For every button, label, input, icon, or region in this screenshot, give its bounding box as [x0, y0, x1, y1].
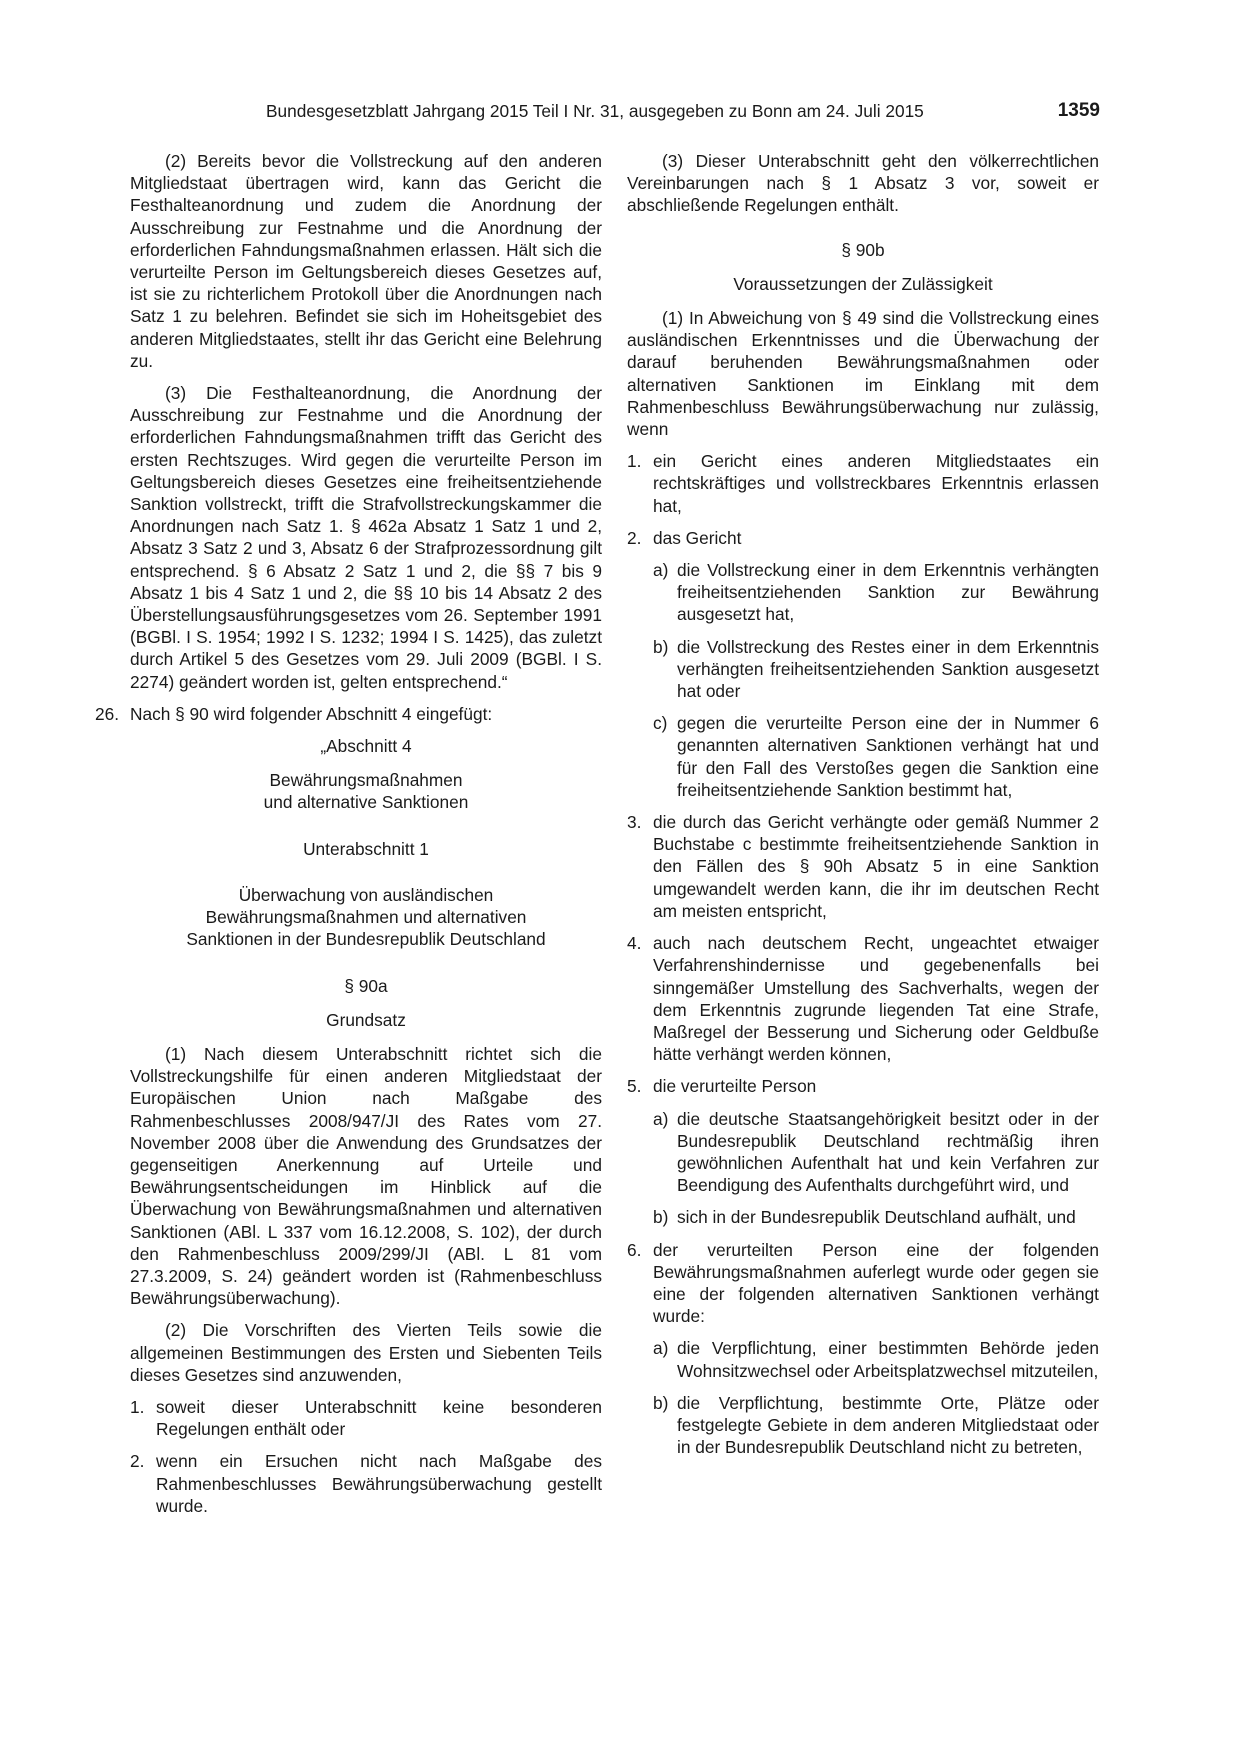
- sub-item-label: b): [653, 636, 669, 657]
- list-item: [627, 527, 1099, 549]
- item-text: ein Gericht eines anderen Mitgliedstaates ein rechtskräftiges und vollstreckbares Erkenntnis erlassen hat,: [653, 451, 1099, 516]
- sub-item: [653, 559, 1099, 626]
- sub-item: [653, 636, 1099, 703]
- abschnitt-heading: [130, 735, 602, 757]
- item-number: 2.: [130, 1451, 145, 1472]
- sub-item-label: b): [653, 1392, 669, 1413]
- section-number: § 90b: [841, 239, 885, 260]
- section-title: Grundsatz: [326, 1009, 406, 1030]
- page-header: [130, 100, 1100, 124]
- left-column: [95, 150, 602, 1527]
- list-item: [627, 450, 1099, 517]
- sub-item-text: die Vollstreckung des Restes einer in dem Erkenntnis verhängten freiheitsentziehenden Sanktion ausgesetzt hat oder: [677, 636, 1099, 702]
- sub-item-label: c): [653, 713, 668, 734]
- list-item: [627, 811, 1099, 922]
- section-title: Voraussetzungen der Zulässigkeit: [733, 273, 993, 294]
- item-number: 26.: [95, 703, 120, 724]
- ua-title-line-2: Bewährungsmaßnahmen und alternativen: [205, 907, 527, 928]
- sub-item-text: die Vollstreckung einer in dem Erkenntnis verhängten freiheitsentziehenden Sanktion zur Bewährung ausgesetzt hat,: [677, 560, 1099, 625]
- unterabschnitt-heading: [130, 838, 602, 860]
- item-number: 3.: [627, 812, 642, 833]
- sub-item-label: a): [653, 1338, 669, 1359]
- list-item-26: [95, 703, 602, 725]
- item-number: 4.: [627, 933, 642, 954]
- right-column: [627, 150, 1099, 1468]
- sub-item: [653, 1108, 1099, 1197]
- item-text: die durch das Gericht verhängte oder gemäß Nummer 2 Buchstabe c bestimmte freiheitsentziehende Sanktion in den Fällen des § 90h Absatz 5 in eine Sanktion umgewandelt werden kann, die ihr im deutschen Recht am meisten entspricht,: [653, 812, 1099, 921]
- item-text: der verurteilten Person eine der folgenden Bewährungsmaßnahmen auferlegt wurde oder gegen sie eine der folgenden alternativen Sanktionen verhängt wurde:: [653, 1239, 1099, 1327]
- list-item: [130, 1396, 602, 1440]
- section-90a-para-2: (2) Die Vorschriften des Vierten Teils sowie die allgemeinen Bestimmungen des Ersten und Siebenten Teils dieses Gesetzes sind anzuwenden,: [130, 1320, 602, 1385]
- paragraph-2: (2) Bereits bevor die Vollstreckung auf den anderen Mitgliedstaat übertragen wird, kann das Gericht die Festhalteanordnung und zudem die Anordnung der Ausschreibung zur Festnahme und die Anordnung der erforderlichen Fahndungsmaßnahmen erlassen. Hält sich die verurteilte Person im Geltungsbereich dieses Gesetzes auf, ist sie zu richterlichem Protokoll über die Anordnungen nach Satz 1 zu belehren. Befindet sie sich im Hoheitsgebiet des anderen Mitgliedstaates, stellt ihr das Gericht eine Belehrung zu.: [130, 151, 602, 371]
- sub-item-text: sich in der Bundesrepublik Deutschland aufhält, und: [677, 1207, 1076, 1228]
- ua-title-line-3: Sanktionen in der Bundesrepublik Deutschland: [186, 929, 546, 950]
- sub-item-text: gegen die verurteilte Person eine der in Nummer 6 genannten alternativen Sanktionen verhängt hat und für den Fall des Verstoßes gegen die Sanktion eine freiheitsentziehende Sanktion bestimmt hat,: [677, 713, 1099, 800]
- item-number: 5.: [627, 1076, 642, 1097]
- sub-item-label: a): [653, 560, 669, 581]
- item-text: auch nach deutschem Recht, ungeachtet etwaiger Verfahrenshindernisse und gegebenenfalls bei sinngemäßer Umstellung des Sachverhalts, wegen der dem Erkenntnis zugrunde liegenden Tat eine Strafe, Maßregel der Besserung und Sicherung oder Geldbuße hätte verhängt werden können,: [653, 933, 1099, 1065]
- item-number: 2.: [627, 527, 642, 548]
- section-90a-para-1: (1) Nach diesem Unterabschnitt richtet sich die Vollstreckungshilfe für einen anderen Mitgliedstaat der Europäischen Union nach Maßgabe des Rahmenbeschlusses 2008/947/JI des Rates vom 27. November 2008 über die Anwendung des Grundsatzes der gegenseitigen Anerkennung auf Urteile und Bewährungsentscheidungen im Hinblick auf die Überwachung von Bewährungsmaßnahmen und alternativen Sanktionen (ABl. L 337 vom 16.12.2008, S. 102), der durch den Rahmenbeschluss 2009/299/JI (ABl. L 81 vom 27.3.2009, S. 24) geändert worden ist (Rahmenbeschluss Bewährungsüberwachung).: [130, 1043, 602, 1309]
- section-90b-heading: [627, 239, 1099, 261]
- sub-item-label: b): [653, 1207, 669, 1228]
- abschnitt-label: „Abschnitt 4: [320, 736, 412, 757]
- unterabschnitt-label: Unterabschnitt 1: [303, 838, 429, 859]
- item-text: Nach § 90 wird folgender Abschnitt 4 eingefügt:: [130, 703, 493, 724]
- item-number: 6.: [627, 1239, 642, 1260]
- header-title: Bundesgesetzblatt Jahrgang 2015 Teil I Nr. 31, ausgegeben zu Bonn am 24. Juli 2015: [266, 101, 924, 121]
- list-item: [627, 1075, 1099, 1097]
- sub-item-text: die Verpflichtung, bestimmte Orte, Plätze oder festgelegte Gebiete in dem anderen Mitgliedstaat oder in der Bundesrepublik Deutschland nicht zu betreten,: [677, 1392, 1099, 1458]
- list-item: [627, 1239, 1099, 1328]
- list-item: [130, 1450, 602, 1517]
- sub-item: [653, 1392, 1099, 1459]
- abschnitt-title: [130, 769, 602, 813]
- sub-item-text: die Verpflichtung, einer bestimmten Behörde jeden Wohnsitzwechsel oder Arbeitsplatzwechsel mitzuteilen,: [677, 1338, 1099, 1381]
- abschnitt-title-line-1: Bewährungsmaßnahmen: [269, 770, 463, 791]
- sub-item: [653, 712, 1099, 801]
- paragraph-3: (3) Die Festhalteanordnung, die Anordnung der Ausschreibung zur Festnahme und die Anordnung der erforderlichen Fahndungsmaßnahmen trifft das Gericht des ersten Rechtszuges. Wird gegen die verurteilte Person im Geltungsbereich dieses Gesetzes eine freiheitsentziehende Sanktion vollstreckt, trifft die Strafvollstreckungskammer die Anordnungen nach Satz 1. § 462a Absatz 1 Satz 1 und 2, Absatz 3 Satz 2 und 3, Absatz 6 der Strafprozessordnung gilt entsprechend. § 6 Absatz 2 Satz 1 und 2, die §§ 7 bis 9 Absatz 1 bis 4 Satz 1 und 2, die §§ 10 bis 14 Absatz 2 des Überstellungsausführungsgesetzes vom 26. September 1991 (BGBl. I S. 1954; 1992 I S. 1232; 1994 I S. 1425), das zuletzt durch Artikel 5 des Gesetzes vom 29. Juli 2009 (BGBl. I S. 2274) geändert worden ist, gelten entsprechend.“: [130, 383, 602, 692]
- abschnitt-title-line-2: und alternative Sanktionen: [263, 792, 469, 813]
- sub-item-label: a): [653, 1108, 669, 1129]
- section-90b-para-1: (1) In Abweichung von § 49 sind die Vollstreckung eines ausländischen Erkenntnisses und die Überwachung der darauf beruhenden Bewährungsmaßnahmen oder alternativen Sanktionen im Einklang mit dem Rahmenbeschluss Bewährungsüberwachung nur zulässig, wenn: [627, 308, 1099, 440]
- item-text: die verurteilte Person: [653, 1076, 817, 1097]
- page-number: 1359: [1057, 100, 1100, 121]
- item-number: 1.: [130, 1396, 145, 1417]
- section-90b-title: [627, 273, 1099, 295]
- ua-title-line-1: Überwachung von ausländischen: [238, 884, 494, 905]
- sub-item: [653, 1206, 1099, 1228]
- sub-item-text: die deutsche Staatsangehörigkeit besitzt oder in der Bundesrepublik Deutschland rechtmäßig ihren gewöhnlichen Aufenthalt hat und kein Verfahren zur Beendigung des Aufenthalts durchgeführt wird, und: [677, 1108, 1099, 1196]
- item-text: das Gericht: [653, 527, 742, 548]
- unterabschnitt-title: [130, 884, 602, 951]
- list-item: [627, 932, 1099, 1065]
- section-90a-para-3: (3) Dieser Unterabschnitt geht den völkerrechtlichen Vereinbarungen nach § 1 Absatz 3 vor, soweit er abschließende Regelungen enthält.: [627, 151, 1099, 216]
- item-text: soweit dieser Unterabschnitt keine besonderen Regelungen enthält oder: [156, 1396, 602, 1440]
- sub-item: [653, 1337, 1099, 1381]
- section-90a-title: [130, 1009, 602, 1031]
- section-90a-heading: [130, 975, 602, 997]
- item-number: 1.: [627, 451, 642, 472]
- section-number: § 90a: [344, 975, 388, 996]
- item-text: wenn ein Ersuchen nicht nach Maßgabe des Rahmenbeschlusses Bewährungsüberwachung gestellt wurde.: [156, 1451, 602, 1516]
